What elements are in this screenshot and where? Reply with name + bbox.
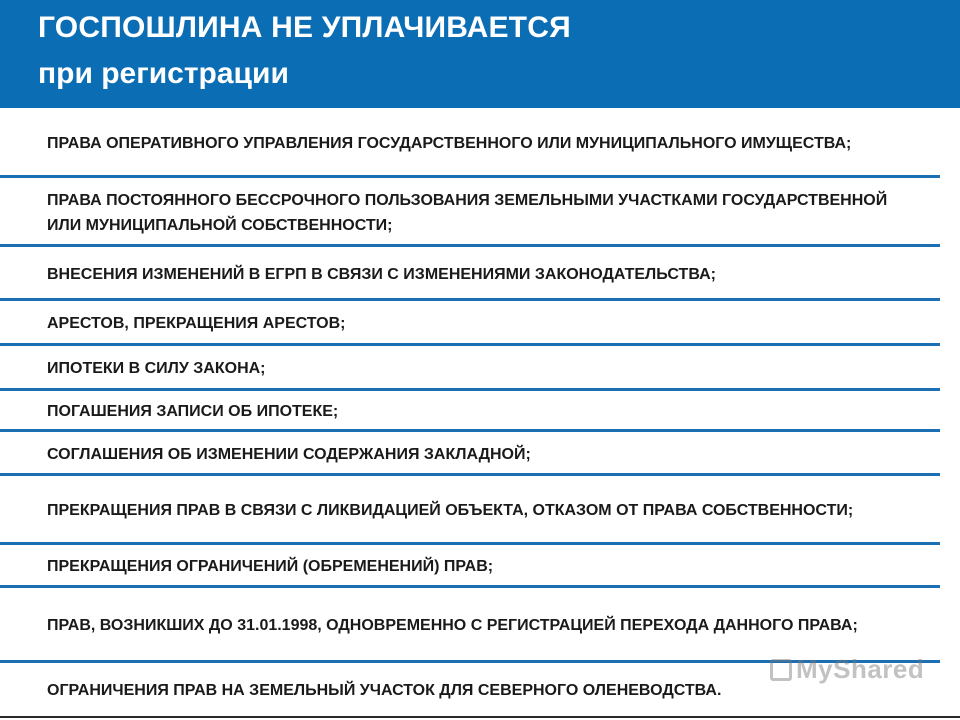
list-item-text: ПРАВА ОПЕРАТИВНОГО УПРАВЛЕНИЯ ГОСУДАРСТВЕННОГО ИЛИ МУНИЦИПАЛЬНОГО ИМУЩЕСТВА; [47,134,852,152]
list-item [0,476,960,545]
list-item [0,108,960,178]
list-item [0,178,960,247]
slide-header [0,0,960,108]
presentation-icon [770,659,792,681]
watermark-text: MyShared [796,654,925,684]
list-item [0,346,960,391]
watermark-logo [770,654,924,685]
list-item-text: ПРАВ, ВОЗНИКШИХ ДО 31.01.1998, ОДНОВРЕМЕННО С РЕГИСТРАЦИЕЙ ПЕРЕХОДА ДАННОГО ПРАВА; [47,617,858,634]
list-item [0,391,960,432]
list-item-text: ПРАВА ПОСТОЯННОГО БЕССРОЧНОГО ПОЛЬЗОВАНИЯ ЗЕМЕЛЬНЫМИ УЧАСТКАМИ ГОСУДАРСТВЕННОЙ ИЛИ МУНИЦИПАЛЬНОЙ СОБСТВЕННОСТИ; [47,191,888,234]
list-item-text: ОГРАНИЧЕНИЯ ПРАВ НА ЗЕМЕЛЬНЫЙ УЧАСТОК ДЛЯ СЕВЕРНОГО ОЛЕНЕВОДСТВА. [47,682,722,699]
list-item-text: АРЕСТОВ, ПРЕКРАЩЕНИЯ АРЕСТОВ; [47,315,346,332]
slide-subtitle: при регистрации [38,57,289,90]
list-item-text: ПРЕКРАЩЕНИЯ ОГРАНИЧЕНИЙ (ОБРЕМЕНЕНИЙ) ПРАВ; [47,558,494,575]
list-item-text: ИПОТЕКИ В СИЛУ ЗАКОНА; [47,360,266,377]
list-item-text: ПРЕКРАЩЕНИЯ ПРАВ В СВЯЗИ С ЛИКВИДАЦИЕЙ ОБЪЕКТА, ОТКАЗОМ ОТ ПРАВА СОБСТВЕННОСТИ; [47,502,854,519]
list-item-text: ПОГАШЕНИЯ ЗАПИСИ ОБ ИПОТЕКЕ; [47,403,339,420]
list-item [0,432,960,476]
slide-title: ГОСПОШЛИНА НЕ УПЛАЧИВАЕТСЯ [38,11,571,44]
fee-exemption-list [0,108,960,718]
list-item-text: ВНЕСЕНИЯ ИЗМЕНЕНИЙ В ЕГРП В СВЯЗИ С ИЗМЕНЕНИЯМИ ЗАКОНОДАТЕЛЬСТВА; [47,265,716,283]
row-divider [0,716,960,718]
list-item [0,247,960,301]
list-item [0,545,960,588]
list-item-text: СОГЛАШЕНИЯ ОБ ИЗМЕНЕНИИ СОДЕРЖАНИЯ ЗАКЛАДНОЙ; [47,445,531,463]
list-item [0,588,960,663]
list-item [0,301,960,346]
